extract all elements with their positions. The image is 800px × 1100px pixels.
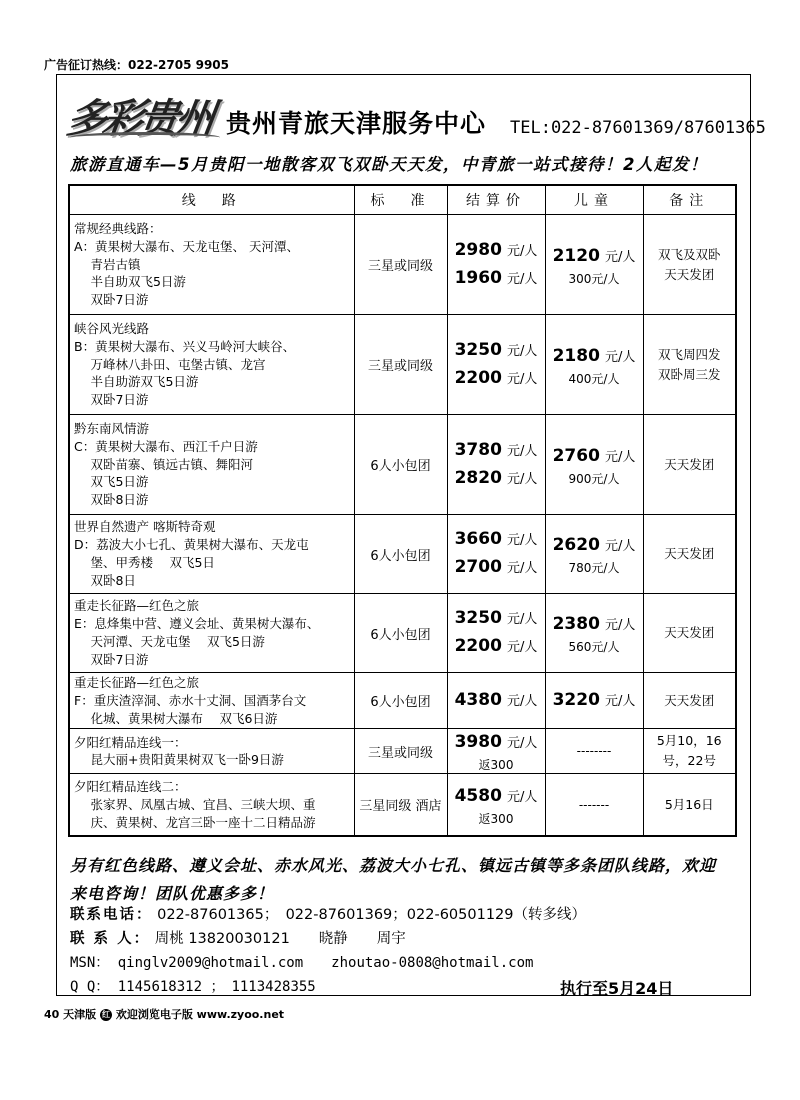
contact-phone xyxy=(70,903,586,924)
price-cell xyxy=(447,594,545,673)
route-line: 堡、甲秀楼 双飞5日 xyxy=(74,555,215,570)
note-line: 5月16日 xyxy=(664,796,714,812)
note-line: 天天发团 xyxy=(664,266,715,282)
header-route: 线 路 xyxy=(69,185,354,215)
price-number: 3250 xyxy=(454,339,502,360)
price-rebate: 返300 xyxy=(478,811,514,826)
route-line: 青岩古镇 xyxy=(74,256,141,272)
standard-cell: 6人小包团 xyxy=(354,594,447,673)
route-line: F：重庆渣滓洞、赤水十丈洞、国酒茅台文 xyxy=(74,692,307,708)
route-cell xyxy=(69,215,354,315)
table-row xyxy=(69,729,736,774)
route-line: 半自助游双飞5日游 xyxy=(74,374,199,390)
price-line xyxy=(448,687,545,715)
child-price-unit: 元/人 xyxy=(605,693,636,709)
page-footer xyxy=(44,1006,284,1022)
price-cell xyxy=(447,515,545,594)
price-number: 2200 xyxy=(454,636,502,656)
price-rebate: 返300 xyxy=(478,758,514,773)
child-price-line xyxy=(546,687,643,715)
price-line xyxy=(448,729,545,757)
route-line: 天河潭、天龙屯堡 双飞5日游 xyxy=(74,634,265,649)
route-line: B：黄果树大瀑布、兴义马岭河大峡谷、 xyxy=(74,338,296,354)
child-price-number: 2380 xyxy=(552,614,600,634)
child-price-number: 2620 xyxy=(552,535,600,555)
price-line xyxy=(448,633,545,661)
contact-qq xyxy=(70,976,316,996)
person-value: 周桃 13820030121 晓静 周宇 xyxy=(154,931,406,947)
route-table xyxy=(68,184,737,837)
child-price-sub: 780元/人 xyxy=(568,561,620,575)
header-standard: 标 准 xyxy=(354,185,447,215)
route-line: 常规经典线路： xyxy=(74,221,162,236)
price-number: 3250 xyxy=(454,608,502,628)
route-line: 双卧7日游 xyxy=(74,651,149,667)
route-cell xyxy=(69,673,354,729)
table-row xyxy=(69,774,736,836)
price-cell xyxy=(447,215,545,315)
price-cell xyxy=(447,729,545,774)
child-price-line xyxy=(546,611,643,639)
table-row xyxy=(69,215,736,315)
msn-label: MSN： xyxy=(70,955,110,971)
route-line: A：黄果树大瀑布、天龙屯堡、 天河潭、 xyxy=(74,238,300,254)
standard-cell: 三星或同级 xyxy=(354,315,447,415)
price-unit: 元/人 xyxy=(507,789,538,805)
child-price-number: 2120 xyxy=(552,245,600,266)
slogan: 旅游直通车—5月贵阳一地散客双飞双卧天天发，中青旅一站式接待！2人起发！ xyxy=(70,155,708,174)
child-price-number: 2180 xyxy=(552,345,600,366)
price-unit: 元/人 xyxy=(507,736,538,752)
child-price-line xyxy=(546,243,643,271)
route-line: D：荔波大小七孔、黄果树大瀑布、天龙屯 xyxy=(74,537,309,553)
note-cell xyxy=(643,594,736,673)
child-price-unit: 元/人 xyxy=(605,449,636,465)
red-badge-icon: 红 xyxy=(101,1010,110,1019)
table-header-row xyxy=(69,185,736,215)
route-line: 昆大丽+贵阳黄果树双飞一卧9日游 xyxy=(74,752,284,768)
table-row xyxy=(69,673,736,729)
route-line: 夕阳红精品连线二： xyxy=(74,778,187,794)
price-cell xyxy=(447,774,545,836)
note-line: 号，22号 xyxy=(662,753,716,769)
child-price-unit: 元/人 xyxy=(605,539,636,554)
note-cell xyxy=(643,673,736,729)
route-cell xyxy=(69,594,354,673)
price-number: 2820 xyxy=(454,467,502,488)
note-line: 天天发团 xyxy=(664,546,715,561)
route-line: 夕阳红精品连线一： xyxy=(74,734,187,750)
route-line: 双卧苗寨、镇远古镇、舞阳河 xyxy=(74,456,253,472)
price-unit: 元/人 xyxy=(507,640,538,655)
note-cell xyxy=(643,315,736,415)
route-cell xyxy=(69,315,354,415)
price-cell xyxy=(447,673,545,729)
child-price-number: 2760 xyxy=(552,445,600,466)
msn-value: qinglv2009@hotmail.com zhoutao-0808@hotmail.com xyxy=(117,955,534,971)
price-unit: 元/人 xyxy=(507,443,538,459)
note-line: 双飞及双卧 xyxy=(657,246,721,262)
price-line xyxy=(448,465,545,493)
note-cell xyxy=(643,729,736,774)
price-unit: 元/人 xyxy=(507,243,538,259)
route-line: E：息烽集中营、遵义会址、黄果树大瀑布、 xyxy=(74,616,320,632)
company-name: 贵州青旅天津服务中心 xyxy=(226,109,487,138)
route-line: 重走长征路—红色之旅 xyxy=(74,598,200,614)
deadline: 执行至5月24日 xyxy=(560,979,674,998)
promo-text: 另有红色线路、遵义会址、赤水风光、荔波大小七孔、镇远古镇等多条团队线路，欢迎来电咨询！团队优惠多多！ xyxy=(70,856,717,903)
price-line xyxy=(448,437,545,465)
route-line: 双卧8日游 xyxy=(74,492,149,508)
note-line: 双卧周三发 xyxy=(657,366,721,382)
note-line: 5月10，16 xyxy=(656,733,722,749)
standard-cell: 6人小包团 xyxy=(354,673,447,729)
child-price-sub: -------- xyxy=(576,744,612,759)
note-cell xyxy=(643,415,736,515)
price-unit: 元/人 xyxy=(507,561,538,576)
person-label: 联 系 人： xyxy=(70,931,151,947)
price-number: 3980 xyxy=(454,732,502,753)
note-cell xyxy=(643,774,736,836)
child-price-cell xyxy=(545,774,643,836)
note-cell xyxy=(643,515,736,594)
child-price-cell xyxy=(545,673,643,729)
header-price: 结算价 xyxy=(447,185,545,215)
route-line: 黔东南风情游 xyxy=(74,421,150,436)
price-line xyxy=(448,265,545,293)
note-line: 天天发团 xyxy=(664,456,715,472)
route-line: C：黄果树大瀑布、西江千户日游 xyxy=(74,438,258,454)
note-line: 天天发团 xyxy=(664,692,715,708)
price-number: 2700 xyxy=(454,557,502,577)
price-unit: 元/人 xyxy=(507,471,538,487)
child-price-cell xyxy=(545,415,643,515)
standard-cell: 三星或同级 xyxy=(354,729,447,774)
route-line: 化城、黄果树大瀑布 双飞6日游 xyxy=(74,710,278,726)
child-price-number: 3220 xyxy=(552,689,600,710)
route-line: 重走长征路—红色之旅 xyxy=(74,675,200,690)
price-line xyxy=(448,337,545,365)
price-number: 1960 xyxy=(454,267,502,288)
route-line: 庆、黄果树、龙宫三卧一座十二日精品游 xyxy=(74,814,316,830)
child-price-sub: 300元/人 xyxy=(568,271,620,286)
table-row xyxy=(69,594,736,673)
price-number: 3780 xyxy=(454,439,502,460)
route-cell xyxy=(69,515,354,594)
price-unit: 元/人 xyxy=(507,371,538,387)
child-price-sub: 900元/人 xyxy=(568,471,620,486)
footer-page: 40 天津版 xyxy=(44,1008,97,1021)
route-cell xyxy=(69,729,354,774)
qq-value: 1145618312 ； 1113428355 xyxy=(117,979,316,995)
route-cell xyxy=(69,415,354,515)
price-unit: 元/人 xyxy=(507,533,538,548)
child-price-cell xyxy=(545,729,643,774)
footer-text: 欢迎浏览电子版 www.zyoo.net xyxy=(115,1008,285,1021)
contact-person xyxy=(70,927,406,948)
note-line: 双飞周四发 xyxy=(657,346,721,362)
logo: 多彩贵州 xyxy=(63,95,215,142)
child-price-sub: 400元/人 xyxy=(568,371,620,386)
price-line xyxy=(448,783,545,811)
child-price-line xyxy=(546,532,643,560)
price-unit: 元/人 xyxy=(507,271,538,287)
price-number: 3660 xyxy=(454,529,502,549)
route-line: 双卧8日 xyxy=(74,572,136,588)
standard-cell: 三星或同级 xyxy=(354,215,447,315)
route-line: 张家界、凤凰古城、宜昌、三峡大坝、重 xyxy=(74,796,316,812)
price-line xyxy=(448,237,545,265)
note-line: 天天发团 xyxy=(664,625,715,640)
standard-cell: 6人小包团 xyxy=(354,515,447,594)
qq-label: Q Q： xyxy=(70,979,110,995)
phone-label: 联系电话： xyxy=(70,907,153,923)
phone-value: 022-87601365； 022-87601369；022-60501129（转多线） xyxy=(157,907,586,923)
price-number: 2980 xyxy=(454,239,502,260)
logo-swoosh-icon xyxy=(70,132,220,143)
child-price-cell xyxy=(545,315,643,415)
table-row xyxy=(69,515,736,594)
route-line: 双飞5日游 xyxy=(74,474,149,490)
child-price-unit: 元/人 xyxy=(605,249,636,265)
table-row xyxy=(69,315,736,415)
standard-cell: 6人小包团 xyxy=(354,415,447,515)
header-note: 备注 xyxy=(643,185,736,215)
child-price-line xyxy=(546,443,643,471)
route-line: 半自助双飞5日游 xyxy=(74,274,186,290)
route-line: 世界自然遗产 喀斯特奇观 xyxy=(74,519,216,535)
route-cell xyxy=(69,774,354,836)
header-child: 儿童 xyxy=(545,185,643,215)
price-number: 4380 xyxy=(454,689,502,710)
price-cell xyxy=(447,415,545,515)
company-tel: TEL:022-87601369/87601365 xyxy=(510,118,766,138)
route-line: 峡谷风光线路 xyxy=(74,321,150,336)
child-price-cell xyxy=(545,594,643,673)
table-row xyxy=(69,415,736,515)
child-price-cell xyxy=(545,515,643,594)
note-cell xyxy=(643,215,736,315)
standard-cell: 三星同级 酒店 xyxy=(354,774,447,836)
price-number: 2200 xyxy=(454,367,502,388)
child-price-cell xyxy=(545,215,643,315)
price-unit: 元/人 xyxy=(507,343,538,359)
price-number: 4580 xyxy=(454,785,502,806)
price-line xyxy=(448,526,545,554)
ad-hotline: 广告征订热线：022-2705 9905 xyxy=(44,58,230,72)
child-price-sub: ------- xyxy=(578,797,610,812)
child-price-unit: 元/人 xyxy=(605,349,636,365)
child-price-line xyxy=(546,343,643,371)
price-unit: 元/人 xyxy=(507,612,538,627)
price-line xyxy=(448,605,545,633)
price-line xyxy=(448,365,545,393)
price-unit: 元/人 xyxy=(507,693,538,709)
child-price-sub: 560元/人 xyxy=(568,640,620,654)
contact-msn xyxy=(70,952,533,972)
child-price-unit: 元/人 xyxy=(605,618,636,633)
price-cell xyxy=(447,315,545,415)
route-line: 万峰林八卦田、屯堡古镇、龙宫 xyxy=(74,356,266,372)
price-line xyxy=(448,554,545,582)
route-line: 双卧7日游 xyxy=(74,392,149,408)
route-line: 双卧7日游 xyxy=(74,292,149,308)
